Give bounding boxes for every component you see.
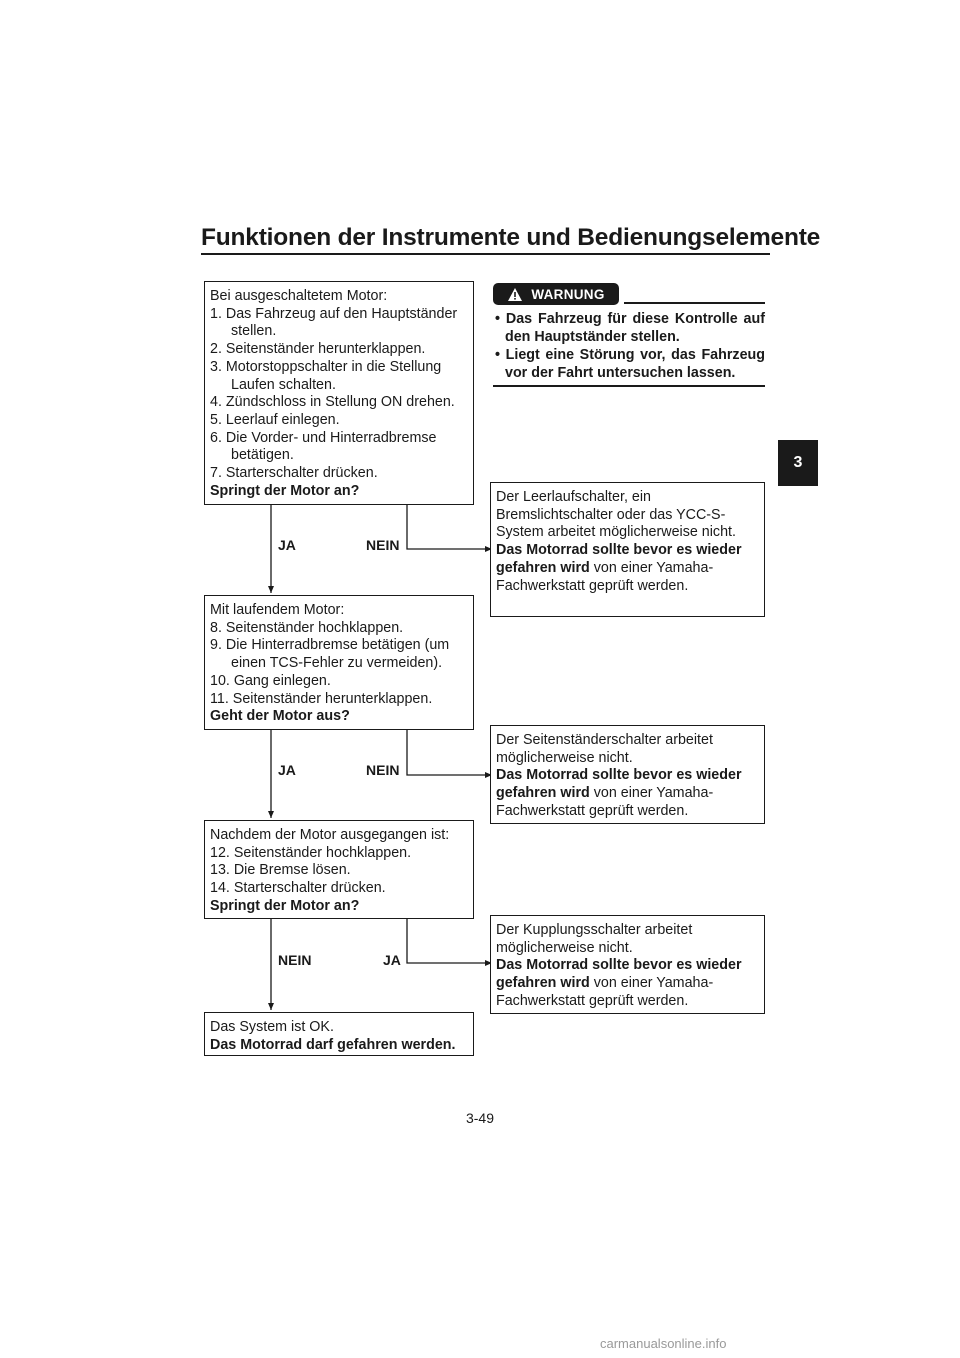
result3-bold: Das Motorrad sollte bevor es wieder gefahren wird <box>496 957 742 992</box>
final-line1: Das System ist OK. <box>210 1019 334 1035</box>
result2-tail: von einer Yamaha-Fachwerkstatt geprüft werden. <box>496 785 714 819</box>
result1-tail: von einer Yamaha-Fachwerkstatt geprüft werden. <box>496 559 714 594</box>
step3-item: 13. Die Bremse lösen. <box>210 862 351 879</box>
step2-question: Geht der Motor aus? <box>210 708 350 725</box>
step3-question: Springt der Motor an? <box>210 897 360 914</box>
warning-rule-top <box>624 302 765 304</box>
step1-item: 5. Leerlauf einlegen. <box>210 411 340 428</box>
warning-body <box>493 310 765 382</box>
result3-box <box>490 915 765 1014</box>
step3-yes-label: JA <box>383 952 401 968</box>
result3-text: Der Kupplungsschalter arbeitet möglicherweise nicht. <box>496 922 693 956</box>
warning-item: • Liegt eine Störung vor, das Fahrzeug vor der Fahrt untersuchen lassen. <box>495 347 765 381</box>
chapter-tab: 3 <box>778 440 818 486</box>
warning-header <box>493 283 619 305</box>
warning-triangle-icon <box>507 287 523 302</box>
step3-no-label: NEIN <box>278 952 312 968</box>
step1-item: 1. Das Fahrzeug auf den Hauptständer stellen. <box>210 305 458 340</box>
step3-yes-connector <box>407 918 492 963</box>
final-line2: Das Motorrad darf gefahren werden. <box>210 1036 456 1053</box>
step3-item: 14. Starterschalter drücken. <box>210 880 386 897</box>
step1-box <box>204 281 474 505</box>
step2-box <box>204 595 474 730</box>
step1-no-connector <box>407 504 492 549</box>
page-number: 3-49 <box>465 1110 495 1126</box>
step1-item: 6. Die Vorder- und Hinterradbremse betätigen. <box>210 429 437 464</box>
step2-item: 8. Seitenständer hochklappen. <box>210 619 404 636</box>
warning-rule-bottom <box>493 385 765 387</box>
step2-no-label: NEIN <box>366 762 400 778</box>
result2-text: Der Seitenständerschalter arbeitet möglicherweise nicht. <box>496 732 713 766</box>
result2-box <box>490 725 765 824</box>
step2-item: 9. Die Hinterradbremse betätigen (um einen TCS-Fehler zu vermeiden). <box>210 637 450 672</box>
result2-bold: Das Motorrad sollte bevor es wieder gefahren wird <box>496 767 742 802</box>
result1-bold: Das Motorrad sollte bevor es wieder gefahren wird <box>496 542 742 576</box>
result1-text: Der Leerlaufschalter, ein Bremslichtschalter oder das YCC-S-System arbeitet möglicherweise nicht. <box>496 489 736 541</box>
warning-label: WARNUNG <box>531 286 605 302</box>
step2-item: 11. Seitenständer herunterklappen. <box>210 690 433 707</box>
step1-item: 2. Seitenständer herunterklappen. <box>210 341 426 358</box>
step3-item: 12. Seitenständer hochklappen. <box>210 844 412 861</box>
step1-question: Springt der Motor an? <box>210 482 360 499</box>
step2-no-connector <box>407 729 492 775</box>
step2-yes-label: JA <box>278 762 296 778</box>
warning-item: • Das Fahrzeug für diese Kontrolle auf den Hauptständer stellen. <box>495 311 765 345</box>
step1-yes-label: JA <box>278 537 296 553</box>
step2-item: 10. Gang einlegen. <box>210 672 331 689</box>
final-box <box>204 1012 474 1056</box>
page-title: Funktionen der Instrumente und Bedienungselemente <box>201 224 821 251</box>
step1-intro: Bei ausgeschaltetem Motor: <box>210 288 388 304</box>
footer-watermark: carmanualsonline.info <box>600 1336 727 1351</box>
result3-tail: von einer Yamaha-Fachwerkstatt geprüft werden. <box>496 975 714 1009</box>
step2-intro: Mit laufendem Motor: <box>210 602 345 618</box>
step1-item: 3. Motorstoppschalter in die Stellung Laufen schalten. <box>210 358 442 393</box>
step1-item: 7. Starterschalter drücken. <box>210 465 378 482</box>
step1-item: 4. Zündschloss in Stellung ON drehen. <box>210 394 455 411</box>
step3-box <box>204 820 474 919</box>
result1-box <box>490 482 765 617</box>
step3-intro: Nachdem der Motor ausgegangen ist: <box>210 827 450 843</box>
step1-no-label: NEIN <box>366 537 400 553</box>
